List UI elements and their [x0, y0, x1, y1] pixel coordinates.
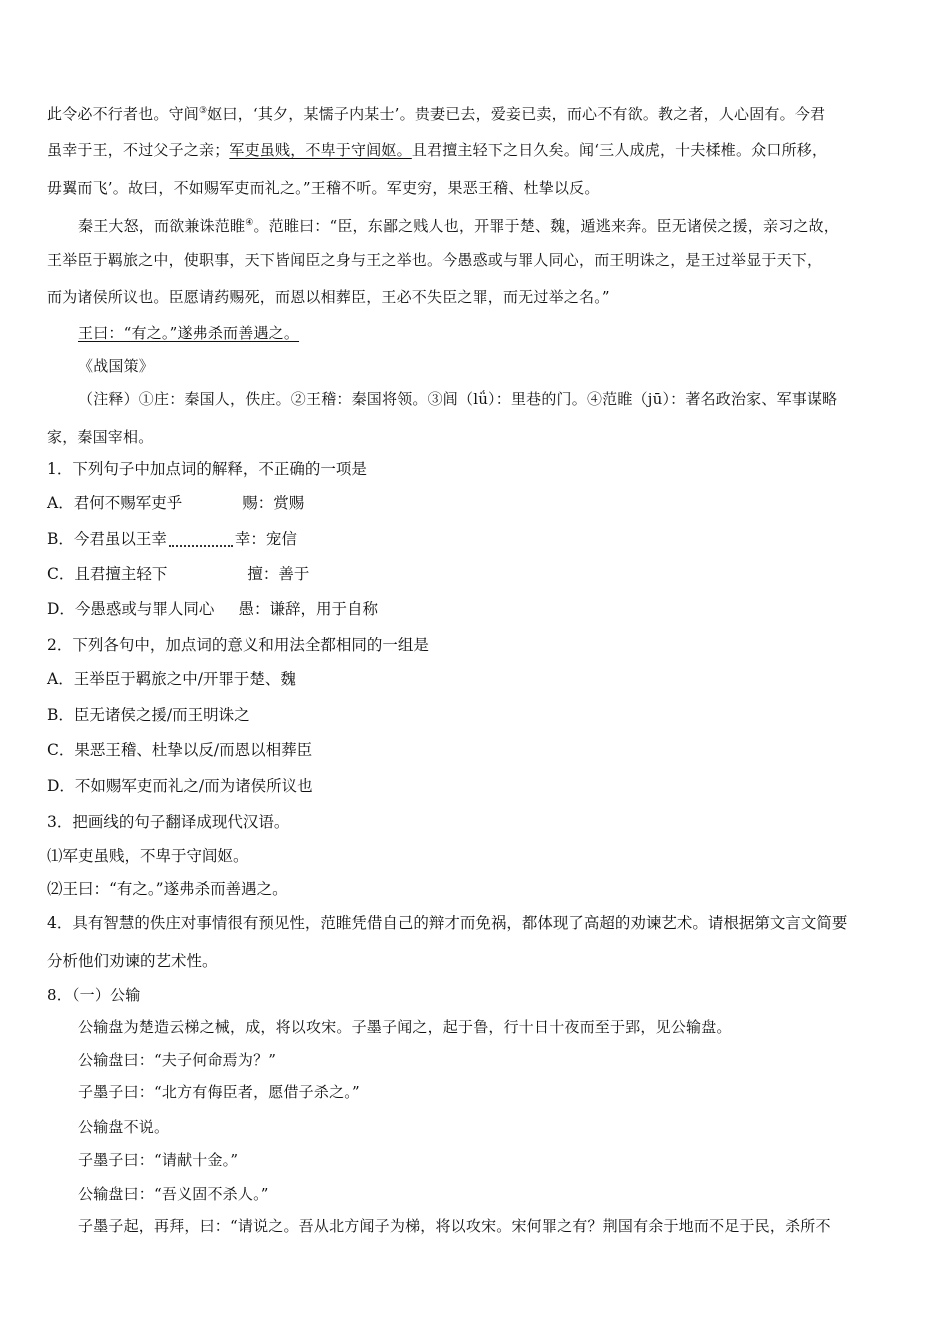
text-span: 《战国策》: [78, 357, 155, 375]
q2-option-c: [47, 740, 312, 760]
text-span: 妪曰，‘其夕，某懦子内某士’。贵妻已去，爱妾已卖，而心不有欲。教之者，人心固有。今君: [207, 105, 826, 123]
question-4-line-1: [47, 913, 847, 933]
text-span: ⑴军吏虽贱，不卑于守闾妪。: [47, 847, 249, 865]
text-span: 子墨子曰：“请献十金。”: [78, 1151, 239, 1169]
option-text: B．今君虽以王幸: [47, 530, 167, 548]
passage1-line-7: [78, 323, 299, 343]
footnote-marker: ③: [199, 106, 208, 116]
option-text: A．君何不赐军吏乎: [47, 494, 183, 512]
text-span: 子墨子曰：“北方有侮臣者，愿借子杀之。”: [78, 1083, 360, 1101]
question-2: [47, 635, 429, 655]
q2-option-b: [47, 705, 250, 725]
passage1-line-3: [47, 178, 600, 198]
emphasis-dots: [169, 545, 233, 547]
passage1-line-5: [47, 250, 822, 270]
text-span: 1．下列句子中加点词的解释，不正确的一项是: [47, 460, 367, 478]
text-span: 公输盘曰：“夫子何命焉为？”: [78, 1051, 277, 1069]
text-span: （注释）①庄：秦国人，佚庄。②王稽：秦国将领。③闾（lǘ）：里巷的门。④范睢（jū）：著名政治家、军事谋略: [78, 390, 838, 408]
text-span: 而为诸侯所议也。臣愿请药赐死，而恩以相葬臣，王必不失臣之罪，而无过举之名。”: [47, 288, 610, 306]
passage2-line: [78, 1216, 831, 1236]
passage2-line: [78, 1082, 360, 1102]
text-span: 王举臣于羁旅之中，使职事，天下皆闻臣之身与王之举也。今愚惑或与罪人同心，而王明诛之，是王过举显于天下，: [47, 251, 823, 269]
passage2-line: [78, 1150, 238, 1170]
passage2-line: [78, 1050, 276, 1070]
option-gloss: 赐：赏赐: [242, 494, 305, 512]
passage1-line-6: [47, 287, 610, 307]
text-span: 公输盘不说。: [78, 1118, 170, 1136]
text-span: ⑵王曰：“有之。”遂弗杀而善遇之。: [47, 880, 288, 898]
q3-item-1: [47, 846, 249, 866]
text-span: 公输盘为楚造云梯之械，成，将以攻宋。子墨子闻之，起于鲁，行十日十夜而至于郢，见公输盘。: [78, 1018, 732, 1036]
text-span: 虽幸于王，不过父子之亲；: [47, 141, 230, 159]
footnote-marker: ④: [245, 218, 254, 228]
q1-option-b: [47, 529, 297, 549]
text-span: 8．（一）公输: [47, 986, 141, 1004]
underlined-sentence-1: 军吏虽贱，不卑于守闾妪。: [229, 141, 412, 159]
q2-option-a: [47, 669, 296, 689]
passage2-line: [78, 1117, 169, 1137]
text-span: 4．具有智慧的佚庄对事情很有预见性，范睢凭借自己的辩才而免祸，都体现了高超的劝谏艺术。请根据第文言文简要: [47, 914, 848, 932]
option-text: D．不如赐军吏而礼之/而为诸侯所议也: [47, 777, 313, 795]
q2-option-d: [47, 776, 313, 796]
passage1-line-2: [47, 140, 827, 160]
text-span: 3．把画线的句子翻译成现代汉语。: [47, 813, 290, 831]
option-text: A．王举臣于羁旅之中/开罪于楚、魏: [47, 670, 296, 688]
text-span: 子墨子起，再拜，曰：“请说之。吾从北方闻子为梯，将以攻宋。宋何罪之有？荆国有余于地而不足于民，杀所不: [78, 1217, 831, 1235]
option-text: D．今愚惑或与罪人同心: [47, 600, 215, 618]
option-gloss: 愚：谦辞，用于自称: [238, 600, 378, 618]
text-span: 2．下列各句中，加点词的意义和用法全都相同的一组是: [47, 636, 429, 654]
text-span: 毋翼而飞’。故曰，不如赐军吏而礼之。”王稽不听。军吏穷，果恶王稽、杜挚以反。: [47, 179, 600, 197]
notes-line-2: [47, 427, 153, 447]
q1-option-d: [47, 599, 378, 619]
text-span: 秦王大怒，而欲兼诛范睢: [78, 217, 246, 235]
q3-item-2: [47, 879, 288, 899]
source-title: [78, 356, 154, 376]
option-gloss: 幸：宠信: [234, 530, 297, 548]
question-3: [47, 812, 289, 832]
option-gloss: 擅：善于: [247, 565, 310, 583]
passage2-line: [78, 1184, 269, 1204]
underlined-sentence-2: 王曰：“有之。”遂弗杀而善遇之。: [78, 324, 300, 342]
text-span: 。范睢曰：“臣，东鄙之贱人也，开罪于楚、魏，遁逃来奔。臣无诸侯之援，亲习之故，: [253, 217, 839, 235]
passage2-line: [78, 1017, 732, 1037]
option-text: C．果恶王稽、杜挚以反/而恩以相葬臣: [47, 741, 313, 759]
passage1-line-1: [47, 101, 825, 124]
option-text: B．臣无诸侯之援/而王明诛之: [47, 706, 250, 724]
passage2-heading: [47, 985, 140, 1005]
question-4-line-2: [47, 951, 218, 971]
q1-option-a: [47, 493, 304, 513]
text-span: 公输盘曰：“吾义固不杀人。”: [78, 1185, 269, 1203]
question-1: [47, 459, 367, 479]
text-span: 分析他们劝谏的艺术性。: [47, 952, 218, 970]
text-span: 此令必不行者也。守闾: [47, 105, 200, 123]
option-text: C．且君擅主轻下: [47, 565, 168, 583]
text-span: 家，秦国宰相。: [47, 428, 154, 446]
q1-option-c: [47, 564, 309, 584]
passage1-line-4: [78, 213, 839, 236]
text-span: 且君擅主轻下之日久矣。闻‘三人成虎，十夫楺椎。众口所移，: [411, 141, 828, 159]
notes-line-1: [78, 389, 837, 409]
